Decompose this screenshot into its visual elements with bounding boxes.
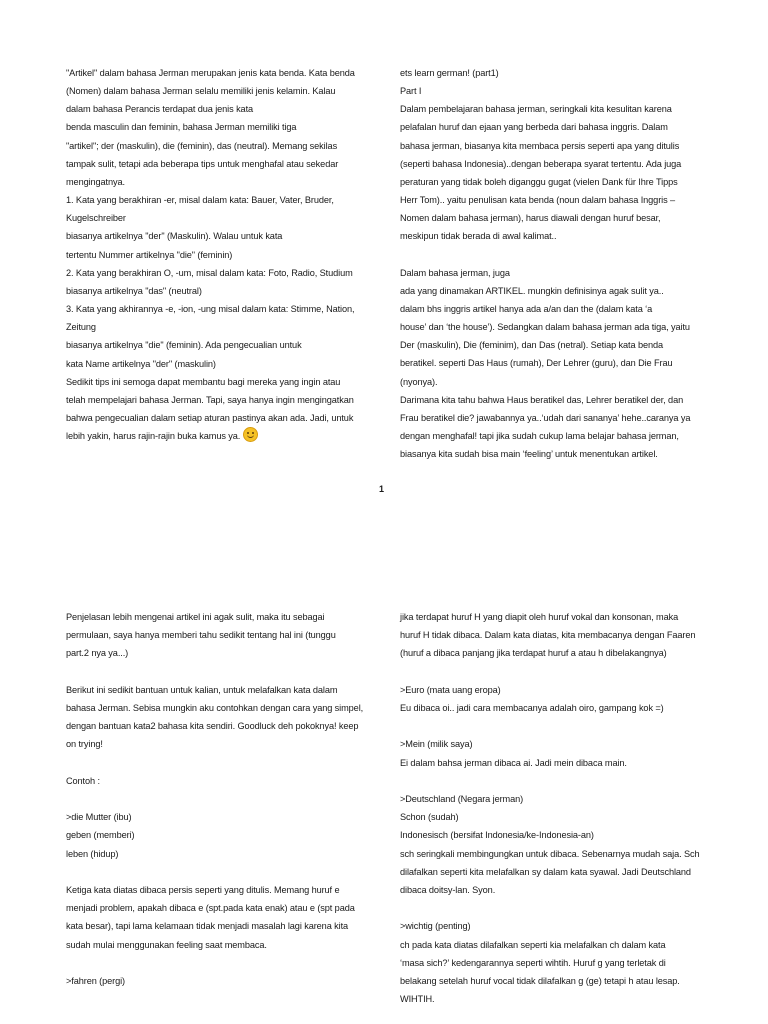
text-line: Ketiga kata diatas dibaca persis seperti yang ditulis. Memang huruf e	[66, 884, 340, 895]
text-line	[400, 246, 705, 264]
text-line: dibaca doitsy-lan. Syon.	[400, 885, 496, 895]
text-line: Nomen dalam bahasa jerman), harus diawali dengan huruf besar,	[400, 213, 661, 224]
text-line: huruf H tidak dibaca. Dalam kata diatas, kita membacanya dengan Faaren	[400, 630, 696, 641]
text-line: Part I	[400, 86, 422, 97]
text-line: tampak sulit, tetapi ada beberapa tips untuk menghafal atau sekedar	[66, 158, 339, 169]
text-line: ada yang dinamakan ARTIKEL. mungkin definisinya agak sulit ya..	[400, 285, 664, 296]
text-line: kata besar), tapi lama kelamaan tidak menjadi masalah lagi karena kita	[66, 921, 349, 932]
text-line	[400, 899, 705, 917]
text-line: WIHTIH.	[400, 994, 435, 1005]
text-line	[66, 954, 366, 972]
winking-face-icon	[243, 427, 258, 442]
text-line	[400, 772, 705, 790]
text-line: dengan bantuan kata2 bahasa kita sendiri. Goodluck deh pokoknya! keep	[66, 721, 359, 732]
text-line: "artikel"; der (maskulin), die (feminin), das (neutral). Memang sekilas	[66, 140, 338, 151]
text-line: Sedikit tips ini semoga dapat membantu bagi mereka yang ingin atau	[66, 376, 341, 387]
text-line: (nyonya).	[400, 376, 438, 387]
text-line: 1. Kata yang berakhiran -er, misal dalam kata: Bauer, Vater, Bruder,	[66, 195, 334, 206]
text-line: house’ dan ‘the house’). Sedangkan dalam bahasa jerman ada tiga, yaitu	[400, 322, 690, 333]
text-line	[400, 663, 705, 681]
text-line: Herr Tom).. yaitu penulisan kata benda (noun dalam bahasa Inggris –	[400, 195, 676, 206]
text-line: part.2 nya ya...)	[66, 648, 129, 659]
text-line: Ei dalam bahsa jerman dibaca ai. Jadi mein dibaca main.	[400, 757, 627, 768]
text-line: geben (memberi)	[66, 830, 135, 841]
text-line: tertentu Nummer artikelnya "die" (feminin)	[66, 249, 233, 260]
left-column-page1	[66, 64, 366, 445]
text-line: Berikut ini sedikit bantuan untuk kalian, untuk melafalkan kata dalam	[66, 684, 338, 695]
text-line: menjadi problem, apakah dibaca e (spt.pada kata enak) atau e (spt pada	[66, 903, 355, 914]
text-line: mengingatnya.	[66, 176, 125, 187]
text-line: ch pada kata diatas dilafalkan seperti kia melafalkan ch dalam kata	[400, 939, 666, 950]
text-line: peraturan yang tidak boleh diganggu gugat (vielen Dank für Ihre Tipps	[400, 176, 678, 187]
text-line: Dalam bahasa jerman, juga	[400, 267, 510, 278]
text-line: sch seringkali membingungkan untuk dibaca. Sebenarnya mudah saja. Sch	[400, 848, 700, 859]
text-line: >fahren (pergi)	[66, 975, 126, 986]
text-line: (huruf a dibaca panjang jika terdapat huruf a atau h dibelakangnya)	[400, 648, 667, 659]
text-line	[400, 717, 705, 735]
right-column-page2	[400, 608, 705, 1008]
text-line: >Deutschland (Negara jerman)	[400, 793, 524, 804]
text-line: dalam bhs inggris artikel hanya ada a/an dan the (dalam kata ‘a	[400, 304, 653, 315]
text-line: (seperti bahasa Indonesia)..dengan beberapa syarat tertentu. Ada juga	[400, 158, 682, 169]
text-line: Eu dibaca oi.. jadi cara membacanya adalah oiro, gampang kok =)	[400, 703, 664, 713]
text-line: biasanya artikelnya "der" (Maskulin). Walau untuk kata	[66, 231, 283, 242]
text-line-with-emoji	[66, 427, 366, 445]
text-line: telah mempelajari bahasa Jerman. Tapi, saya hanya ingin mengingatkan	[66, 394, 354, 405]
text-line: bahwa pengecualian dalam setiap aturan pastinya akan ada. Jadi, untuk	[66, 412, 354, 423]
text-line: beratikel. seperti Das Haus (rumah), Der Lehrer (guru), dan Die Frau	[400, 358, 673, 369]
text-line: bahasa jerman, biasanya kita membaca persis seperti apa yang ditulis	[400, 140, 680, 151]
text-line: biasanya artikelnya "die" (feminin). Ada pengecualian untuk	[66, 340, 302, 351]
text-line: (Nomen) dalam bahasa Jerman selalu memiliki jenis kelamin. Kalau	[66, 86, 336, 97]
text-line: Der (maskulin), Die (feminim), dan Das (netral). Setiap kata benda	[400, 340, 664, 351]
text-line: sudah mulai menggunakan feeling saat membaca.	[66, 939, 267, 950]
text-line: >Mein (milik saya)	[400, 739, 473, 750]
text-line: Kugelschreiber	[66, 213, 126, 224]
text-line	[66, 863, 366, 881]
text-line: dengan menghafal! tapi jika sudah cukup lama belajar bahasa jerman,	[400, 431, 679, 442]
text-line: Darimana kita tahu bahwa Haus beratikel das, Lehrer beratikel der, dan	[400, 394, 684, 405]
text-line: bahasa Jerman. Sebisa mungkin aku contohkan dengan cara yang simpel,	[66, 703, 364, 713]
text-line: lebih yakin, harus rajin-rajin buka kamus ya.	[66, 431, 241, 442]
text-line: >die Mutter (ibu)	[66, 812, 132, 823]
text-line: ‘masa sich?’ kedengarannya seperti wihtih. Huruf g yang terletak di	[400, 957, 666, 968]
text-line: >wichtig (penting)	[400, 921, 471, 932]
text-line: dalam bahasa Perancis terdapat dua jenis kata	[66, 104, 254, 115]
left-column-page2	[66, 608, 366, 990]
text-line: leben (hidup)	[66, 848, 119, 859]
text-line: belakang setelah huruf vocal tidak dilafalkan g (ge) tetapi h atau lesap.	[400, 976, 680, 986]
text-line: dilafalkan seperti kita melafalkan sy dalam kata syawal. Jadi Deutschland	[400, 866, 691, 877]
text-line: kata Name artikelnya "der" (maskulin)	[66, 358, 216, 369]
text-line: benda masculin dan feminin, bahasa Jerman memiliki tiga	[66, 122, 297, 133]
text-line: Contoh :	[66, 775, 100, 786]
text-line: 3. Kata yang akhirannya -e, -ion, -ung misal dalam kata: Stimme, Nation,	[66, 304, 355, 315]
text-line: biasanya kita sudah bisa main ‘feeling’ untuk menentukan artikel.	[400, 449, 658, 460]
text-line: permulaan, saya hanya memberi tahu sedikit tentang hal ini (tunggu	[66, 630, 336, 641]
text-line: Indonesisch (bersifat Indonesia/ke-Indonesia-an)	[400, 830, 594, 841]
text-line	[66, 663, 366, 681]
text-line: ets learn german! (part1)	[400, 68, 499, 78]
text-line	[66, 790, 366, 808]
text-line: jika terdapat huruf H yang diapit oleh huruf vokal dan konsonan, maka	[400, 612, 679, 622]
text-line	[66, 754, 366, 772]
text-line: >Euro (mata uang eropa)	[400, 684, 501, 695]
text-line: 2. Kata yang berakhiran O, -um, misal dalam kata: Foto, Radio, Studium	[66, 267, 353, 278]
text-line: pelafalan huruf dan ejaan yang berbeda dari bahasa inggris. Dalam	[400, 122, 668, 133]
text-line: meskipun tidak berada di awal kalimat..	[400, 231, 557, 242]
text-line: on trying!	[66, 739, 103, 750]
text-line: Zeitung	[66, 322, 96, 333]
page-number: 1	[379, 484, 385, 494]
text-line: biasanya artikelnya "das" (neutral)	[66, 285, 202, 296]
text-line: Schon (sudah)	[400, 812, 459, 823]
text-line: Dalam pembelajaran bahasa jerman, seringkali kita kesulitan karena	[400, 104, 672, 115]
text-line: "Artikel" dalam bahasa Jerman merupakan jenis kata benda. Kata benda	[66, 68, 355, 78]
text-line: Penjelasan lebih mengenai artikel ini agak sulit, maka itu sebagai	[66, 612, 325, 622]
text-line: Frau beratikel die? jawabannya ya..‘udah dari sananya’ hehe..caranya ya	[400, 412, 691, 423]
right-column-page1	[400, 64, 705, 463]
